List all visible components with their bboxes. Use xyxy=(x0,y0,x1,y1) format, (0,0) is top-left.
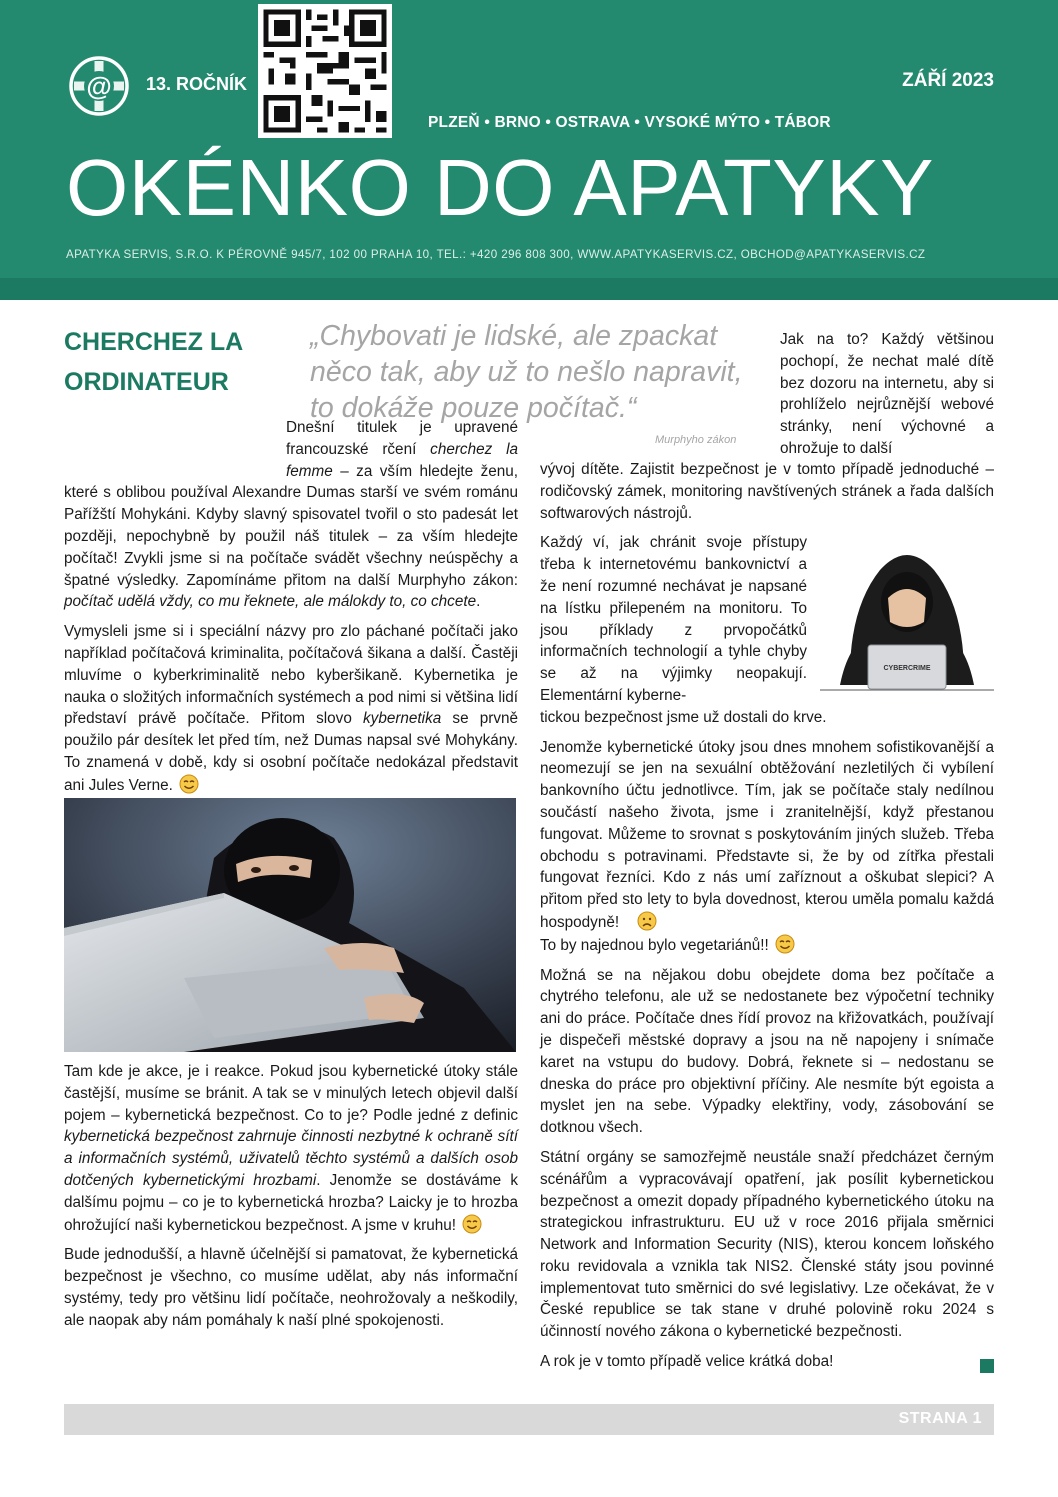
edition-label: 13. ROČNÍK xyxy=(146,74,248,94)
paragraph: Jenomže kybernetické útoky jsou dnes mnohem sofistikovanější a neomezují se jen na sexuální obtěžování nezletilých či vybílení bankovního účtu jednotlivce. Tím, jak se počítače staly nedílnou součástí našeho života, jsme i zranitelnější, když přestanou fungovat. Můžeme to srovnat s poskytováním jiných služeb. Třeba obchodu s potravinami. Představte si, že by od zítřka přestali fungovat řezníci. Kdo z nás umí zaříznout a oškubat slepici? A přitom před sto lety to byla dovednost, kterou uměla pomalu každá hospodyně! xyxy=(540,738,994,931)
quote-source: Murphyho zákon xyxy=(655,434,737,446)
pull-quote: „Chybovati je lidské, ale zpackat něco tak, aby už to nešlo napravit, to dokáže pouze počítač.“ xyxy=(310,320,743,424)
hacker-photo xyxy=(64,798,516,1052)
paragraph: To by najednou bylo vegetariánů!! xyxy=(540,934,994,957)
smiley-emoji-icon xyxy=(179,774,199,794)
newsletter-title: OKÉNKO DO APATYKY xyxy=(66,143,934,232)
paragraph: Každý ví, jak chránit svoje přístupy třeba k internetovému bankovnictví a že není rozumné nechávat je napsané na lístku přilepeném na monitoru. To jsou příklady z prvopočátků informačních technologií a tyhle chyby se až na výjimky neopakují. Elementární kyberne- xyxy=(540,534,807,704)
paragraph: Vymysleli jsme si i speciální názvy pro zlo páchané počítači jako například počítačová kriminalita, počítačová šikana a další. Častěji mluvíme o kyberkriminalitě nebo kyberšikaně. Kybernetika je nauka o složitých informačních systémech a pod nimi si většina lidí představí právě počítače. Přitom slovo kybernetika se prvně použilo pár desítek let před tím, než Dumas napsal své Mohykány. To znamená v době, kdy si osobní počítače nedokázal představit ani Jules Verne. xyxy=(64,623,519,794)
paragraph: A rok je v tomto případě velice krátká doba! xyxy=(540,1353,834,1371)
cities-list: PLZEŇ • BRNO • OSTRAVA • VYSOKÉ MÝTO • TÁBOR xyxy=(428,114,831,131)
footer-bar xyxy=(64,1404,994,1435)
page-number: STRANA 1 xyxy=(898,1410,982,1427)
left-column-top xyxy=(64,417,518,805)
right-column-top xyxy=(780,329,994,460)
paragraph: Možná se na nějakou dobu obejdete doma bez počítače a chytrého telefonu, ale už se nedostanete bez výpočetní techniky ani do práce. Počítače dnes řídí provoz na křižovatkách, používají je dispečeři městské dopravy a jsou na ně napojeny i snímače karet na vstupu do budovy. Dobrá, řeknete si – nedostanu se dneska do práce pro objektivní příčiny. Ale nesmíte být egoista a myslet jen na sebe. Výpadky elektřiny, vody, zásobování se dotknou všech. xyxy=(540,966,994,1137)
article-end-mark xyxy=(980,1359,994,1373)
laptop-label: CYBERCRIME xyxy=(883,665,931,672)
apatyka-logo-icon xyxy=(68,55,130,117)
paragraph: Dnešní titulek je upravené francouzské rčení cherchez la femme – za vším hledejte ženu, které s oblibou používal Alexandre Dumas starší ve svém románu Pařížští Mohykáni. Kdyby slavný spisovatel tvořil o sto padesát let později, nepochybně by použil náš titulek – za vším hledejte počítač! Zvykli jsme si na počítače svádět všechny neúspěchy a špatné výsledky. Zapomínáme přitom na další Murphyho zákon: počítač udělá vždy, co mu řeknete, ale málokdy to, co chcete. xyxy=(64,419,518,611)
paragraph: Tam kde je akce, je i reakce. Pokud jsou kybernetické útoky stále častější, musíme se bránit. A tak se v minulých letech objevil další pojem – kybernetická bezpečnost. Co to je? Podle jedné z definic kybernetická bezpečnost zahrnuje činnosti nezbytné k ochraně sítí a informačních systémů, uživatelů těchto systémů a dalších osob dotčených kybernetickými hrozbami. Jenomže se dostáváme k dalšímu pojmu – co je to kybernetická hrozba? Laicky je to hrozba ohrožující naši kybernetickou bezpečnost. A jsme v kruhu! xyxy=(64,1063,518,1234)
paragraph: Státní orgány se samozřejmě neustále snaží předcházet černým scénářům a vypracovávají opatření, jak posílit kybernetickou bezpečnost a omezit dopady případného kybernetického útoku na strategickou infrastrukturu. EU už v roce 2016 přijala směrnici Network and Information Security (NIS), kterou koncem loňského roku revidovala a vznikla tak NIS2. Členské státy jsou povinné implementovat tuto směrnici do své legislativy. Lze očekávat, že v České republice se tak stane v druhé polovině roku 2024 s účinností nového zákona o kybernetické bezpečnosti. xyxy=(540,1148,994,1341)
cybercrime-illustration xyxy=(820,540,994,692)
sad-emoji-icon xyxy=(637,911,657,931)
qr-code[interactable] xyxy=(258,4,392,138)
issue-date: ZÁŘÍ 2023 xyxy=(902,70,994,91)
paragraph: tickou bezpečnost jsme už dostali do krve. xyxy=(540,708,827,726)
float-spacer xyxy=(64,417,286,461)
left-column-bottom xyxy=(64,1061,518,1340)
smiley-emoji-icon xyxy=(462,1214,482,1234)
contact-line: APATYKA SERVIS, S.R.O. K PÉROVNĚ 945/7, 102 00 PRAHA 10, TEL.: +420 296 808 300, WWW.APATYKASERVIS.CZ, OBCHOD@APATYKASERVIS.CZ xyxy=(66,248,926,261)
masthead xyxy=(0,0,1058,278)
paragraph: vývoj dítěte. Zajistit bezpečnost je v tomto případě jednoduché – rodičovský zámek, monitoring navštívených stránek a řada dalších softwarových nástrojů. xyxy=(540,461,994,522)
header-band xyxy=(0,278,1058,300)
smiley-emoji-icon xyxy=(775,934,795,954)
paragraph: Jak na to? Každý většinou pochopí, že nechat malé dítě bez dozoru na internetu, aby si prohlíželo nejrůznější webové stránky, není výchovné a ohrožuje to další xyxy=(780,331,994,457)
article-heading: CHERCHEZ LA ORDINATEUR xyxy=(64,328,243,396)
svg-text:@: @ xyxy=(86,71,112,101)
paragraph: Bude jednodušší, a hlavně účelnější si pamatovat, že kybernetická bezpečnost je všechno, co musíme udělat, aby nás informační systémy, tedy pro většinu lidí počítače, neohrožovaly a neškodily, ale naopak aby nám pomáhaly k naší plné spokojenosti. xyxy=(64,1246,518,1329)
